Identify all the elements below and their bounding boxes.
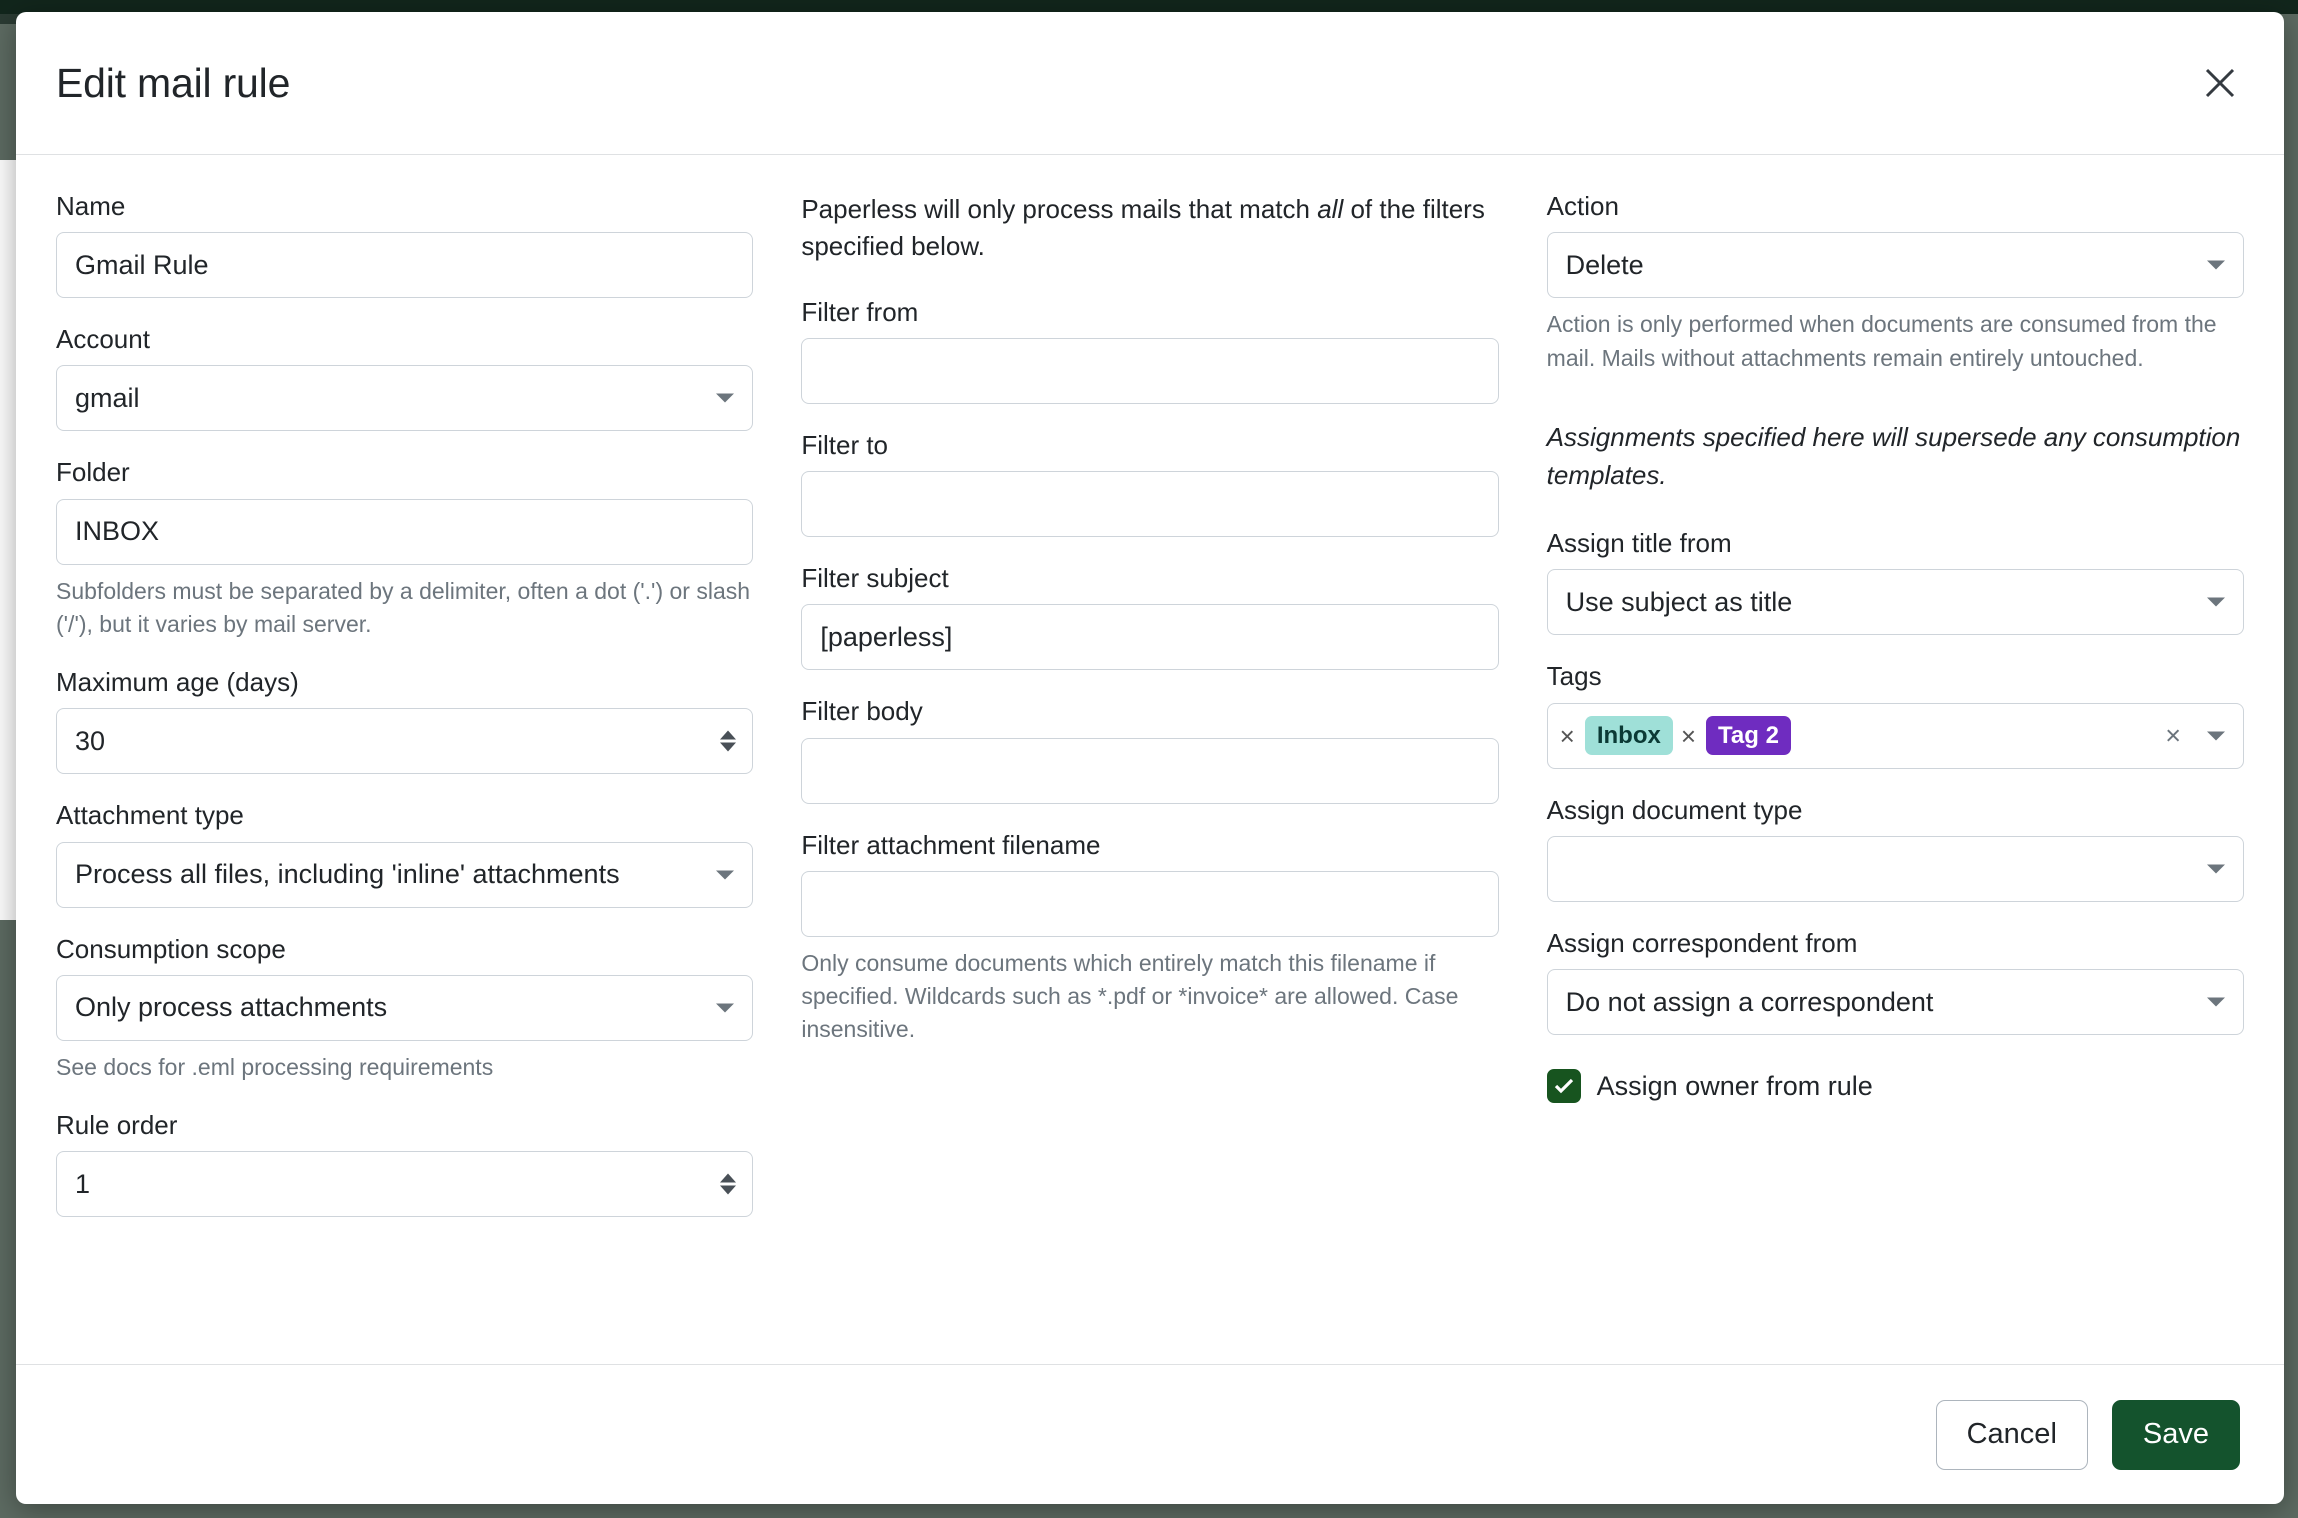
consumption-scope-help-text: See docs for .eml processing requirements bbox=[56, 1053, 494, 1080]
dialog-footer bbox=[16, 1364, 2284, 1504]
intro-part1: Paperless will only process mails that match bbox=[801, 194, 1318, 224]
intro-part2: of the filters specified below. bbox=[801, 194, 1485, 261]
consumption-scope-label: Consumption scope bbox=[56, 933, 286, 964]
rule-order-value: 1 bbox=[75, 1168, 91, 1199]
filter-from-label: Filter from bbox=[801, 296, 919, 327]
field-assign-correspondent-from bbox=[1547, 928, 2244, 1035]
folder-input[interactable]: INBOX bbox=[56, 499, 753, 565]
chevron-down-icon[interactable] bbox=[2207, 731, 2225, 740]
tags-label: Tags bbox=[1546, 661, 1602, 692]
action-value: Delete bbox=[1565, 249, 1644, 280]
field-assign-title-from bbox=[1547, 528, 2244, 635]
maximum-age-value: 30 bbox=[75, 725, 106, 756]
filters-intro-text bbox=[801, 191, 1498, 265]
field-filter-from bbox=[801, 297, 1498, 404]
chevron-down-icon bbox=[2207, 998, 2225, 1007]
field-action bbox=[1547, 191, 2244, 375]
column-actions bbox=[1547, 191, 2244, 1364]
stepper-up-icon[interactable] bbox=[720, 1174, 736, 1183]
field-name bbox=[56, 191, 753, 298]
folder-label: Folder bbox=[56, 457, 130, 488]
assign-correspondent-from-select[interactable] bbox=[1547, 969, 2244, 1035]
stepper-down-icon[interactable] bbox=[720, 1186, 736, 1195]
field-consumption-scope bbox=[56, 934, 753, 1085]
attachment-type-value: Process all files, including 'inline' attachments bbox=[75, 859, 620, 890]
save-button[interactable]: Save bbox=[2112, 1400, 2240, 1470]
column-rule-settings bbox=[56, 191, 753, 1364]
field-assign-owner-from-rule bbox=[1547, 1069, 2244, 1103]
column-filters bbox=[801, 191, 1498, 1364]
filter-from-input[interactable] bbox=[801, 338, 1498, 404]
edit-mail-rule-dialog bbox=[16, 12, 2284, 1504]
tag-chip[interactable] bbox=[1560, 716, 1673, 756]
account-value: gmail bbox=[75, 382, 140, 413]
assign-title-from-value: Use subject as title bbox=[1565, 586, 1793, 617]
intro-emphasis: all bbox=[1317, 194, 1344, 224]
name-input[interactable]: Gmail Rule bbox=[56, 232, 753, 298]
field-filter-attachment-filename bbox=[801, 830, 1498, 1047]
assign-correspondent-from-label: Assign correspondent from bbox=[1546, 927, 1858, 958]
field-folder bbox=[56, 457, 753, 641]
clear-tags-icon[interactable]: × bbox=[2165, 720, 2181, 751]
field-rule-order bbox=[56, 1110, 753, 1217]
field-tags bbox=[1547, 661, 2244, 768]
field-assign-document-type bbox=[1547, 795, 2244, 902]
stepper-down-icon[interactable] bbox=[720, 743, 736, 752]
filter-attachment-filename-label: Filter attachment filename bbox=[801, 829, 1101, 860]
dialog-body bbox=[16, 155, 2284, 1364]
chevron-down-icon bbox=[2207, 864, 2225, 873]
assign-correspondent-from-value: Do not assign a correspondent bbox=[1565, 986, 1934, 1017]
filter-attachment-help-text: Only consume documents which entirely match this filename if specified. Wildcards such as *.pdf or *invoice* are allowed. Case insensitive. bbox=[801, 949, 1459, 1043]
rule-order-input[interactable] bbox=[56, 1151, 753, 1217]
action-label: Action bbox=[1546, 191, 1619, 221]
assign-owner-label: Assign owner from rule bbox=[1596, 1070, 1873, 1101]
maximum-age-input[interactable] bbox=[56, 708, 753, 774]
remove-tag-icon[interactable]: × bbox=[1559, 720, 1575, 751]
rule-order-label: Rule order bbox=[56, 1110, 178, 1141]
tag-label: Tag 2 bbox=[1706, 716, 1791, 756]
stepper-up-icon[interactable] bbox=[720, 731, 736, 740]
cancel-button[interactable]: Cancel bbox=[1936, 1400, 2088, 1470]
account-label: Account bbox=[56, 324, 150, 355]
dialog-header bbox=[16, 12, 2284, 155]
chevron-down-icon bbox=[716, 394, 734, 403]
field-filter-to bbox=[801, 430, 1498, 537]
chevron-down-icon bbox=[2207, 598, 2225, 607]
assign-document-type-select[interactable] bbox=[1547, 836, 2244, 902]
folder-help-text: Subfolders must be separated by a delimiter, often a dot ('.') or slash ('/'), but it varies by mail server. bbox=[56, 577, 751, 637]
field-filter-body bbox=[801, 696, 1498, 803]
assignments-note: Assignments specified here will supersede any consumption templates. bbox=[1546, 421, 2241, 490]
chevron-down-icon bbox=[716, 1003, 734, 1012]
chevron-down-icon bbox=[716, 870, 734, 879]
dialog-title: Edit mail rule bbox=[56, 59, 291, 106]
filter-to-input[interactable] bbox=[801, 471, 1498, 537]
attachment-type-label: Attachment type bbox=[56, 800, 244, 831]
attachment-type-select[interactable] bbox=[56, 842, 753, 908]
name-label: Name bbox=[56, 191, 126, 221]
chevron-down-icon bbox=[2207, 261, 2225, 270]
field-filter-subject bbox=[801, 563, 1498, 670]
close-icon[interactable] bbox=[2194, 57, 2246, 109]
filter-attachment-filename-input[interactable] bbox=[801, 871, 1498, 937]
filter-subject-input[interactable]: [paperless] bbox=[801, 604, 1498, 670]
filter-subject-label: Filter subject bbox=[801, 563, 949, 594]
consumption-scope-select[interactable] bbox=[56, 975, 753, 1041]
filter-body-input[interactable] bbox=[801, 738, 1498, 804]
account-select[interactable] bbox=[56, 365, 753, 431]
rule-order-stepper[interactable] bbox=[720, 1174, 736, 1195]
action-select[interactable] bbox=[1547, 232, 2244, 298]
assign-title-from-label: Assign title from bbox=[1546, 528, 1732, 559]
maximum-age-stepper[interactable] bbox=[720, 731, 736, 752]
maximum-age-label: Maximum age (days) bbox=[56, 667, 299, 698]
field-account bbox=[56, 324, 753, 431]
remove-tag-icon[interactable]: × bbox=[1680, 720, 1697, 751]
background-page-sliver bbox=[0, 160, 16, 920]
consumption-scope-value: Only process attachments bbox=[75, 992, 388, 1023]
tag-chip[interactable] bbox=[1681, 716, 1791, 756]
filter-body-label: Filter body bbox=[801, 696, 923, 727]
assign-title-from-select[interactable] bbox=[1547, 569, 2244, 635]
field-attachment-type bbox=[56, 800, 753, 907]
field-maximum-age bbox=[56, 667, 753, 774]
assign-document-type-label: Assign document type bbox=[1546, 794, 1803, 825]
assign-owner-checkbox[interactable] bbox=[1547, 1069, 1581, 1103]
tags-input[interactable] bbox=[1547, 703, 2244, 769]
action-help-text: Action is only performed when documents are consumed from the mail. Mails without attachments remain entirely untouched. bbox=[1546, 311, 2217, 371]
tag-label: Inbox bbox=[1585, 716, 1673, 756]
filter-to-label: Filter to bbox=[801, 430, 889, 460]
